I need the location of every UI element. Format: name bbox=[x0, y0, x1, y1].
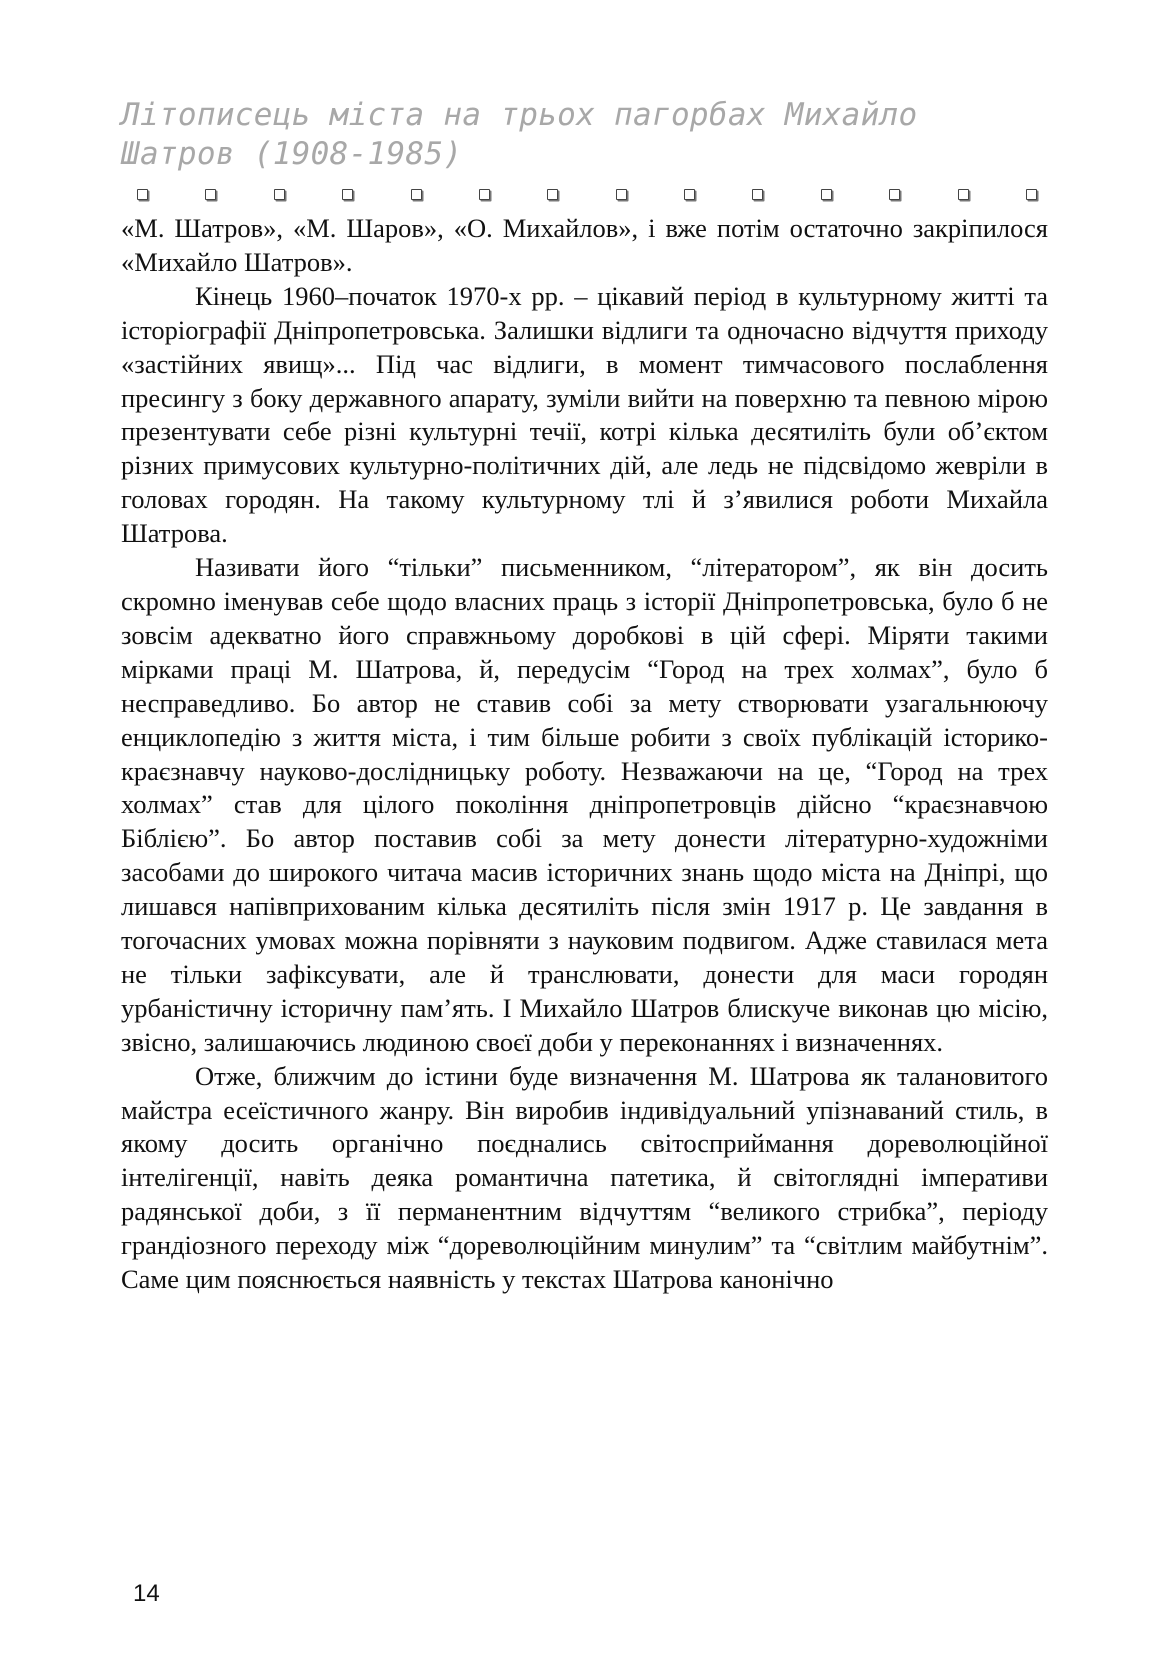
running-header bbox=[121, 96, 1041, 174]
square-bullet-icon bbox=[752, 189, 763, 200]
square-bullet-icon bbox=[821, 189, 832, 200]
paragraph: Називати його “тільки” письменником, “літератором”, як він досить скромно іменував себе щодо власних праць з історії Дніпропетровська, було б не зовсім адекватно його справжньому доробкові в цій сфері. Міряти такими мірками праці М. Шатрова, й, передусім “Город на трех холмах”, було б несправедливо. Бо автор не ставив собі за мету створювати узагальнюючу енциклопедію з життя міста, і тим більше робити з своїх публікацій історико-краєзнавчу науково-дослідницьку роботу. Незважаючи на це, “Город на трех холмах” став для цілого покоління дніпропетровців дійсно “краєзнавчою Біблією”. Бо автор поставив собі за мету донести літературно-художніми засобами до широкого читача масив історичних знань щодо міста на Дніпрі, що лишався напівприхованим кілька десятиліть після змін 1917 р. Це завдання в тогочасних умовах можна порівняти з науковим подвигом. Адже ставилася мета не тільки зафіксувати, але й транслювати, донести для маси городян урбаністичну історичну пам’ять. І Михайло Шатров блискуче виконав цю місію, звісно, залишаючись людиною своєї доби у переконаннях і визначеннях. bbox=[121, 552, 1048, 1057]
square-bullet-icon bbox=[616, 189, 627, 200]
square-bullet-icon bbox=[1026, 189, 1037, 200]
paragraph-continuation: «М. Шатров», «М. Шаров», «О. Михайлов», і вже потім остаточно закріпилося «Михайло Шатров». bbox=[121, 213, 1048, 277]
square-bullet-icon bbox=[274, 189, 285, 200]
decorative-bullet-row bbox=[137, 184, 1037, 204]
square-bullet-icon bbox=[684, 189, 695, 200]
square-bullet-icon bbox=[958, 189, 969, 200]
square-bullet-icon bbox=[547, 189, 558, 200]
header-line-1: Літописець міста на трьох пагорбах Михайло bbox=[121, 97, 918, 133]
square-bullet-icon bbox=[411, 189, 422, 200]
page-number: 14 bbox=[133, 1580, 160, 1607]
square-bullet-icon bbox=[479, 189, 490, 200]
square-bullet-icon bbox=[889, 189, 900, 200]
square-bullet-icon bbox=[137, 189, 148, 200]
square-bullet-icon bbox=[205, 189, 216, 200]
paragraph: Кінець 1960–початок 1970-х рр. – цікавий період в культурному житті та історіографії Дніпропетровська. Залишки відлиги та одночасно відчуття приходу «застійних явищ»... Під час відлиги, в момент тимчасового послаблення пресингу з боку державного апарату, зуміли вийти на поверхню та певною мірою презентувати себе різні культурні течії, котрі кілька десятиліть були об’єктом різних примусових культурно-політичних дій, але ледь не підсвідомо жевріли в головах городян. На такому культурному тлі й з’явилися роботи Михайла Шатрова. bbox=[121, 280, 1048, 549]
square-bullet-icon bbox=[342, 189, 353, 200]
header-line-2: Шатров (1908-1985) bbox=[121, 136, 463, 172]
body-text bbox=[121, 212, 1048, 1297]
paragraph: Отже, ближчим до істини буде визначення М. Шатрова як талановитого майстра есеїстичного жанру. Він виробив індивідуальний упізнаваний стиль, в якому досить органічно поєднались світосприймання дореволюційної інтелігенції, навіть деяка романтична патетика, й світоглядні імперативи радянської доби, з її перманентним відчуттям “великого стрибка”, періоду грандіозного переходу між “дореволюційним минулим” та “світлим майбутнім”. Саме цим пояснюється наявність у текстах Шатрова канонічно bbox=[121, 1060, 1048, 1295]
